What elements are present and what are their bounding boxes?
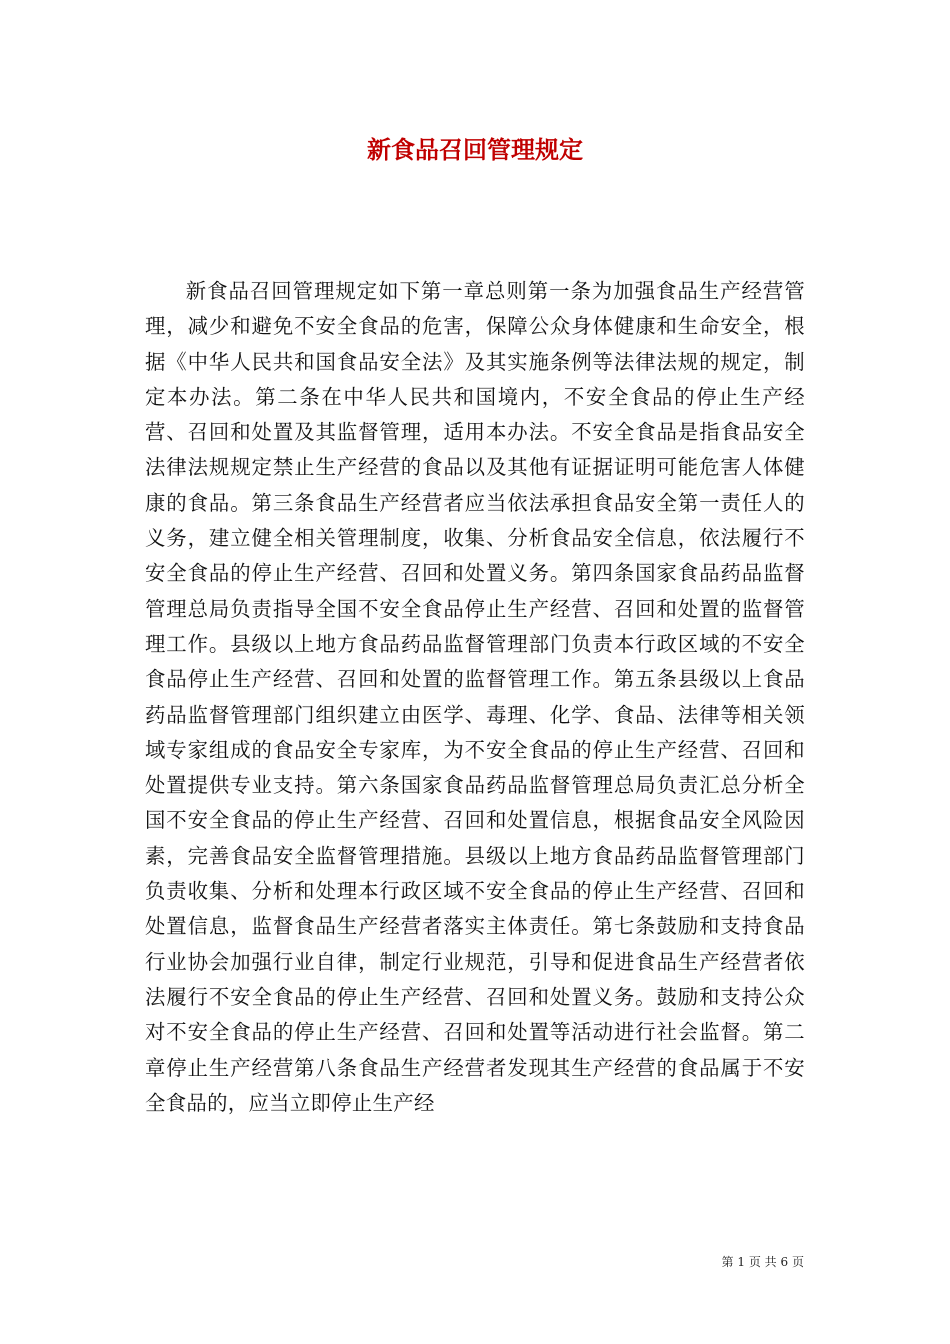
document-title: 新食品召回管理规定 xyxy=(367,135,583,164)
page-mid-text: 页 共 xyxy=(748,1255,777,1269)
current-page-number: 1 xyxy=(737,1255,746,1269)
page-number-footer xyxy=(722,1254,804,1270)
page-suffix: 页 xyxy=(791,1255,804,1269)
document-body-paragraph: 新食品召回管理规定如下第一章总则第一条为加强食品生产经营管理，减少和避免不安全食品的危害，保障公众身体健康和生命安全，根据《中华人民共和国食品安全法》及其实施条例等法律法规的规定，制定本办法。第二条在中华人民共和国境内，不安全食品的停止生产经营、召回和处置及其监督管理，适用本办法。不安全食品是指食品安全法律法规规定禁止生产经营的食品以及其他有证据证明可能危害人体健康的食品。第三条食品生产经营者应当依法承担食品安全第一责任人的义务，建立健全相关管理制度，收集、分析食品安全信息，依法履行不安全食品的停止生产经营、召回和处置义务。第四条国家食品药品监督管理总局负责指导全国不安全食品停止生产经营、召回和处置的监督管理工作。县级以上地方食品药品监督管理部门负责本行政区域的不安全食品停止生产经营、召回和处置的监督管理工作。第五条县级以上食品药品监督管理部门组织建立由医学、毒理、化学、食品、法律等相关领域专家组成的食品安全专家库，为不安全食品的停止生产经营、召回和处置提供专业支持。第六条国家食品药品监督管理总局负责汇总分析全国不安全食品的停止生产经营、召回和处置信息，根据食品安全风险因素，完善食品安全监督管理措施。县级以上地方食品药品监督管理部门负责收集、分析和处理本行政区域不安全食品的停止生产经营、召回和处置信息，监督食品生产经营者落实主体责任。第七条鼓励和支持食品行业协会加强行业自律，制定行业规范，引导和促进食品生产经营者依法履行不安全食品的停止生产经营、召回和处置义务。鼓励和支持公众对不安全食品的停止生产经营、召回和处置等活动进行社会监督。第二章停止生产经营第八条食品生产经营者发现其生产经营的食品属于不安全食品的，应当立即停止生产经 xyxy=(145,279,805,1115)
page-prefix: 第 xyxy=(721,1255,734,1269)
total-pages-number: 6 xyxy=(780,1255,789,1269)
